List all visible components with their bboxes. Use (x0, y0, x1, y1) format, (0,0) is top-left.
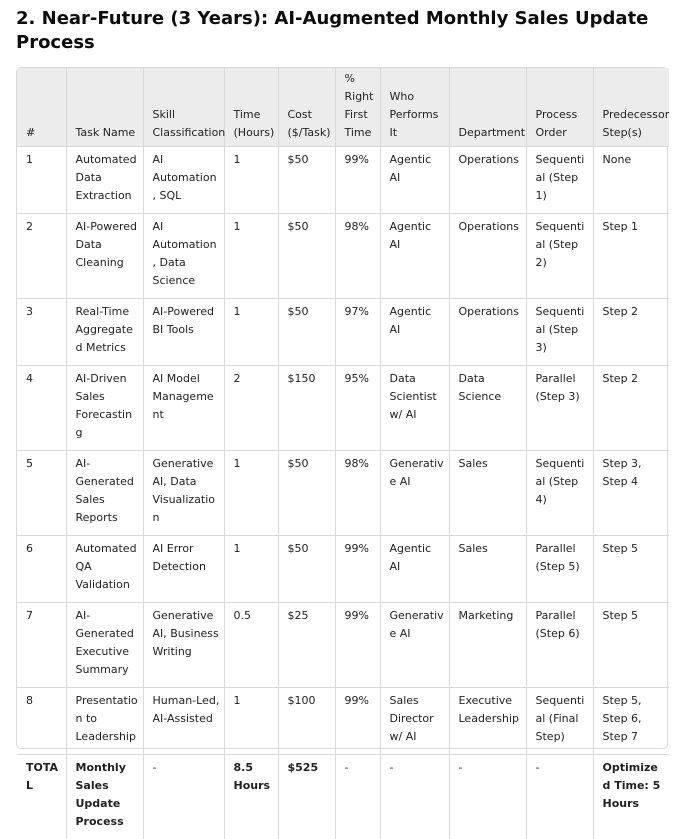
cell-time: 0.5 (224, 602, 278, 687)
cell-cost: $50 (278, 213, 335, 298)
header-department: Department (449, 68, 526, 146)
cell-number: 4 (17, 365, 66, 450)
total-rft: - (335, 754, 380, 839)
cell-number: 6 (17, 535, 66, 602)
header-row (17, 68, 669, 146)
cell-skill: AI Automation, SQL (143, 146, 224, 213)
cell-who: Agentic AI (380, 213, 449, 298)
cell-process-order: Parallel (Step 6) (526, 602, 593, 687)
cell-predecessor: Step 5 (593, 602, 669, 687)
cell-who: Sales Director w/ AI (380, 687, 449, 754)
cell-rft: 99% (335, 535, 380, 602)
cell-cost: $50 (278, 146, 335, 213)
cell-number: 7 (17, 602, 66, 687)
total-row (17, 754, 669, 839)
total-time: 8.5 Hours (224, 754, 278, 839)
total-department: - (449, 754, 526, 839)
cell-process-order: Sequential (Step 4) (526, 450, 593, 535)
total-cost: $525 (278, 754, 335, 839)
cell-process-order: Parallel (Step 3) (526, 365, 593, 450)
total-predecessor: Optimized Time: 5 Hours (602, 760, 661, 810)
cell-skill: Generative AI, Data Visualization (143, 450, 224, 535)
cell-process-order: Sequential (Step 1) (526, 146, 593, 213)
cell-predecessor: Step 1 (593, 213, 669, 298)
cell-number: 1 (17, 146, 66, 213)
cell-department: Marketing (449, 602, 526, 687)
cell-who: Generative AI (380, 450, 449, 535)
cell-cost: $50 (278, 450, 335, 535)
cell-time: 2 (224, 365, 278, 450)
table-row (17, 365, 669, 450)
cell-skill: Generative AI, Business Writing (143, 602, 224, 687)
cell-rft: 99% (335, 687, 380, 754)
table-row (17, 213, 669, 298)
cell-rft: 99% (335, 146, 380, 213)
cell-process-order: Sequential (Final Step) (526, 687, 593, 754)
cell-department: Data Science (449, 365, 526, 450)
cell-rft: 95% (335, 365, 380, 450)
cell-cost: $25 (278, 602, 335, 687)
cell-who: Generative AI (380, 602, 449, 687)
header-number: # (17, 68, 66, 146)
cell-who: Agentic AI (380, 298, 449, 365)
cell-number: 3 (17, 298, 66, 365)
cell-department: Sales (449, 535, 526, 602)
total-who: - (380, 754, 449, 839)
header-who-performs: Who Performs It (380, 68, 449, 146)
header-time: Time (Hours) (224, 68, 278, 146)
cell-process-order: Sequential (Step 2) (526, 213, 593, 298)
header-right-first-time: % Right First Time (335, 68, 380, 146)
cell-rft: 98% (335, 213, 380, 298)
cell-task-name: AI-Driven Sales Forecasting (66, 365, 143, 450)
cell-skill: AI Model Management (143, 365, 224, 450)
table-header (17, 68, 669, 146)
total-process-order: - (526, 754, 593, 839)
header-task-name: Task Name (66, 68, 143, 146)
cell-who: Data Scientist w/ AI (380, 365, 449, 450)
cell-skill: AI Error Detection (143, 535, 224, 602)
table-row (17, 146, 669, 213)
cell-time: 1 (224, 146, 278, 213)
cell-task-name: Automated Data Extraction (66, 146, 143, 213)
table-body (17, 146, 669, 839)
cell-process-order: Parallel (Step 5) (526, 535, 593, 602)
table-row (17, 535, 669, 602)
header-cost: Cost ($/Task) (278, 68, 335, 146)
cell-task-name: Automated QA Validation (66, 535, 143, 602)
cell-time: 1 (224, 298, 278, 365)
cell-who: Agentic AI (380, 146, 449, 213)
total-label: TOTAL (17, 754, 66, 839)
cell-skill: AI Automation, Data Science (143, 213, 224, 298)
table-row (17, 602, 669, 687)
cell-who: Agentic AI (380, 535, 449, 602)
cell-number: 2 (17, 213, 66, 298)
cell-time: 1 (224, 450, 278, 535)
cell-time: 1 (224, 213, 278, 298)
header-predecessor: Predecessor Step(s) (593, 68, 669, 146)
cell-time: 1 (224, 687, 278, 754)
cell-time: 1 (224, 535, 278, 602)
cell-rft: 97% (335, 298, 380, 365)
cell-predecessor: Step 2 (593, 365, 669, 450)
cell-department: Operations (449, 146, 526, 213)
cell-department: Operations (449, 298, 526, 365)
page-title: 2. Near-Future (3 Years): AI-Augmented Monthly Sales Update Process (16, 8, 649, 53)
cell-task-name: AI-Generated Executive Summary (66, 602, 143, 687)
cell-predecessor: Step 3, Step 4 (593, 450, 669, 535)
total-skill: - (143, 754, 224, 839)
cell-cost: $150 (278, 365, 335, 450)
cell-task-name: AI-Powered Data Cleaning (66, 213, 143, 298)
process-table (17, 68, 669, 839)
cell-number: 5 (17, 450, 66, 535)
table-row (17, 687, 669, 754)
cell-skill: AI-Powered BI Tools (143, 298, 224, 365)
cell-task-name: AI-Generated Sales Reports (66, 450, 143, 535)
cell-department: Executive Leadership (449, 687, 526, 754)
cell-process-order: Sequential (Step 3) (526, 298, 593, 365)
cell-predecessor: Step 2 (593, 298, 669, 365)
cell-skill: Human-Led, AI-Assisted (143, 687, 224, 754)
cell-task-name: Presentation to Leadership (66, 687, 143, 754)
cell-department: Sales (449, 450, 526, 535)
cell-cost: $50 (278, 298, 335, 365)
cell-task-name: Real-Time Aggregated Metrics (66, 298, 143, 365)
cell-predecessor: None (593, 146, 669, 213)
cell-rft: 98% (335, 450, 380, 535)
header-process-order: Process Order (526, 68, 593, 146)
cell-department: Operations (449, 213, 526, 298)
table-row (17, 450, 669, 535)
process-table-container (16, 67, 670, 828)
header-skill-classification: Skill Classification (143, 68, 224, 146)
table-row (17, 298, 669, 365)
cell-rft: 99% (335, 602, 380, 687)
cell-predecessor: Step 5 (593, 535, 669, 602)
total-task-name: Monthly Sales Update Process (66, 754, 143, 839)
cell-predecessor: Step 5, Step 6, Step 7 (593, 687, 669, 754)
cell-cost: $50 (278, 535, 335, 602)
cell-number: 8 (17, 687, 66, 754)
cell-cost: $100 (278, 687, 335, 754)
